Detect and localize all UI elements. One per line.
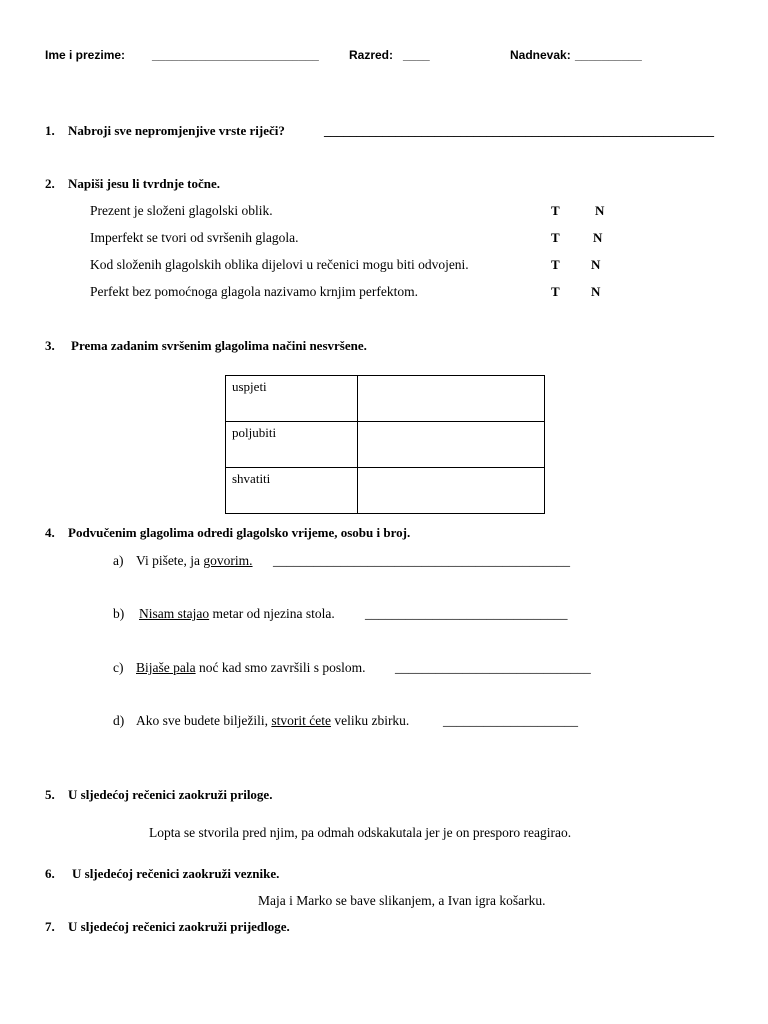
verb-table (225, 375, 545, 514)
item-a-blank[interactable]: ____________________________________________ (273, 553, 570, 568)
table-row (226, 376, 545, 422)
statement-3: Kod složenih glagolskih oblika dijelovi u rečenici mogu biti odvojeni. (90, 257, 469, 272)
date-blank[interactable]: __________ (575, 48, 642, 62)
item-b-verb: Nisam stajao (139, 606, 210, 621)
statement-4: Perfekt bez pomoćnoga glagola nazivamo krnjim perfektom. (90, 284, 419, 299)
item-c-verb: Bijaše pala (136, 660, 196, 675)
table-row (226, 422, 545, 468)
class-blank[interactable]: ____ (403, 48, 430, 62)
item-c-blank[interactable]: _____________________________ (395, 660, 591, 675)
answer-cell[interactable] (358, 468, 545, 514)
item-c-label: c) (113, 660, 124, 675)
statement-2-true[interactable]: T (551, 230, 560, 245)
question-1-number: 1. (45, 123, 55, 138)
name-label: Ime i prezime: (45, 48, 126, 62)
item-d-post: veliku zbirku. (330, 713, 410, 728)
question-3-text: Prema zadanim svršenim glagolima načini nesvršene. (71, 338, 367, 353)
item-b-sentence (139, 606, 335, 622)
question-1-text: Nabroji sve nepromjenjive vrste riječi? (68, 123, 285, 138)
question-6-number: 6. (45, 866, 55, 881)
item-d-label: d) (113, 713, 125, 728)
statement-1-true[interactable]: T (551, 203, 560, 218)
verb-cell: uspjeti (226, 376, 358, 422)
question-6-text: U sljedećoj rečenici zaokruži veznike. (72, 866, 280, 881)
answer-cell[interactable] (358, 376, 545, 422)
item-b-label: b) (113, 606, 125, 621)
class-label: Razred: (349, 48, 394, 62)
table-row (226, 468, 545, 514)
item-c-post: noć kad smo završili s poslom. (195, 660, 366, 675)
name-blank[interactable]: _________________________ (152, 48, 319, 62)
item-b-blank[interactable]: ______________________________ (365, 606, 568, 621)
question-3-number: 3. (45, 338, 55, 353)
question-5-sentence[interactable]: Lopta se stvorila pred njim, pa odmah odskakutala jer je on presporo reagirao. (149, 825, 572, 840)
question-7-text: U sljedećoj rečenici zaokruži prijedloge. (68, 919, 290, 934)
verb-cell: shvatiti (226, 468, 358, 514)
question-4-number: 4. (45, 525, 55, 540)
date-label: Nadnevak: (510, 48, 571, 62)
item-d-sentence (136, 713, 409, 729)
item-d-pre: Ako sve budete bilježili, (136, 713, 272, 728)
item-d-blank[interactable]: ____________________ (443, 713, 578, 728)
item-c-sentence (136, 660, 365, 676)
statement-3-false[interactable]: N (591, 257, 601, 272)
question-4-text: Podvučenim glagolima odredi glagolsko vrijeme, osobu i broj. (68, 525, 411, 540)
item-a-sentence (136, 553, 253, 569)
question-1-blank[interactable]: ____________________________________________________________ (324, 123, 714, 138)
question-6-sentence[interactable]: Maja i Marko se bave slikanjem, a Ivan igra košarku. (258, 893, 546, 908)
statement-1: Prezent je složeni glagolski oblik. (90, 203, 273, 218)
statement-3-true[interactable]: T (551, 257, 560, 272)
question-2-text: Napiši jesu li tvrdnje točne. (68, 176, 221, 191)
question-5-text: U sljedećoj rečenici zaokruži priloge. (68, 787, 273, 802)
statement-1-false[interactable]: N (595, 203, 605, 218)
verb-cell: poljubiti (226, 422, 358, 468)
statement-4-false[interactable]: N (591, 284, 601, 299)
item-d-verb: stvorit ćete (271, 713, 331, 728)
statement-2: Imperfekt se tvori od svršenih glagola. (90, 230, 299, 245)
question-5-number: 5. (45, 787, 55, 802)
question-2-number: 2. (45, 176, 55, 191)
statement-4-true[interactable]: T (551, 284, 560, 299)
answer-cell[interactable] (358, 422, 545, 468)
item-a-pre: Vi pišete, ja (136, 553, 204, 568)
item-b-post: metar od njezina stola. (209, 606, 335, 621)
item-a-label: a) (113, 553, 124, 568)
question-7-number: 7. (45, 919, 55, 934)
item-a-verb: govorim. (203, 553, 253, 568)
statement-2-false[interactable]: N (593, 230, 603, 245)
